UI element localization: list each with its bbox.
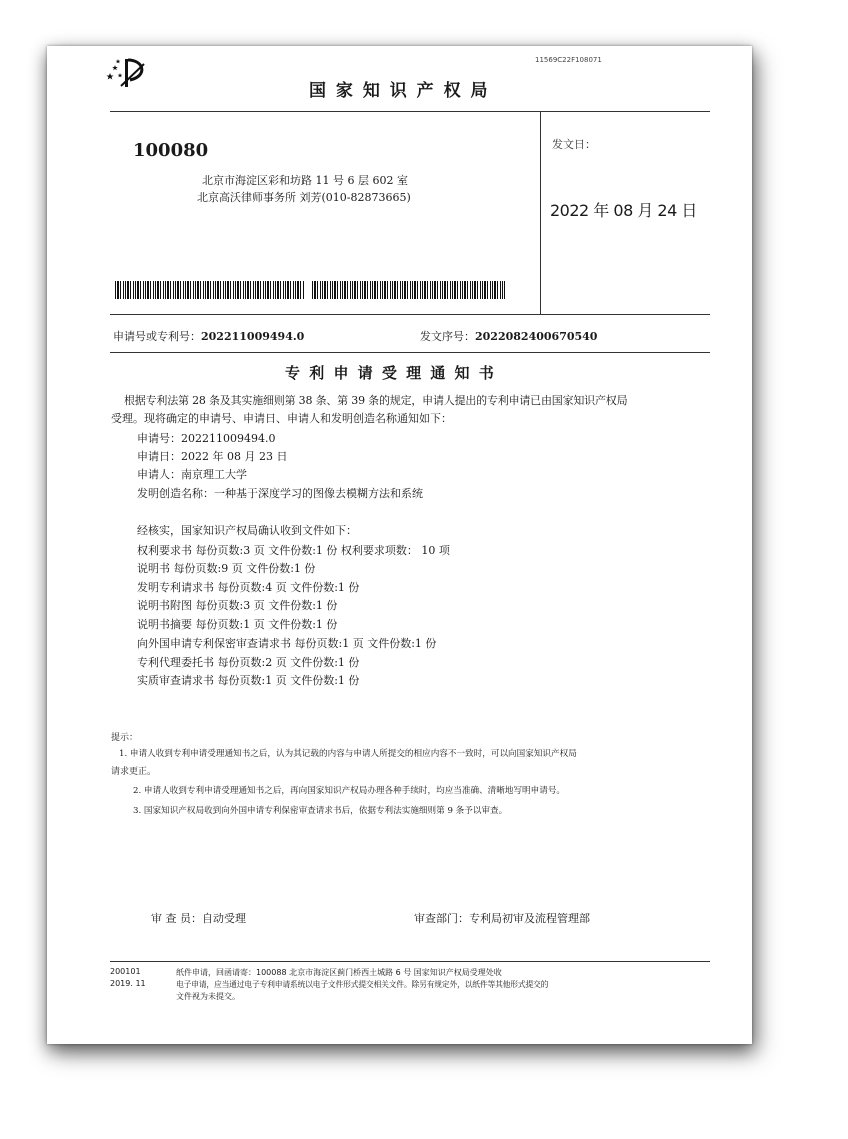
applicant-name: 申请人：南京理工大学 (137, 468, 247, 481)
tip-2: 2. 申请人收到专利申请受理通知书之后，再向国家知识产权局办理各种手续时，均应当准确、清晰地写明申请号。 (133, 786, 566, 796)
app-number-row (113, 328, 304, 344)
document-item: 说明书摘要 每份页数:1 页 文件份数:1 份 (137, 618, 338, 631)
tip-1: 1. 申请人收到专利申请受理通知书之后，认为其记载的内容与申请人所提交的相应内容不一致时，可以向国家知识产权局 (119, 749, 577, 759)
number-divider (110, 352, 710, 353)
cnipa-logo-icon (104, 56, 152, 90)
footer-electronic-note: 电子申请，应当通过电子专利申请系统以电子文件形式提交相关文件。除另有规定外，以纸件等其他形式提交的 (176, 980, 549, 989)
header-divider (110, 111, 710, 112)
document-serial: 11569C22F108071 (535, 56, 602, 64)
document-item: 发明专利请求书 每份页数:4 页 文件份数:1 份 (137, 581, 360, 594)
document-item: 专利代理委托书 每份页数:2 页 文件份数:1 份 (137, 656, 360, 669)
invention-name: 发明创造名称：一种基于深度学习的图像去模糊方法和系统 (137, 487, 423, 500)
recipient-agency: 北京高沃律师事务所 刘芳(010-82873665) (197, 191, 411, 204)
tip-3: 3. 国家知识产权局收到向外国申请专利保密审查请求书后，依据专利法实施细则第 9 条予以审查。 (133, 806, 508, 816)
notice-title: 专 利 申 请 受 理 通 知 书 (285, 364, 496, 382)
doc-number: 2022082400670540 (475, 330, 598, 343)
app-number: 202211009494.0 (201, 330, 305, 343)
office-name: 国 家 知 识 产 权 局 (309, 81, 490, 101)
tips-heading: 提示： (111, 733, 139, 743)
notice-document (47, 46, 752, 1044)
document-barcode (312, 281, 505, 299)
app-number-label: 申请号或专利号： (113, 330, 201, 343)
footer-mail-note: 纸件申请，回函请寄：100088 北京市海淀区蓟门桥西土城路 6 号 国家知识产权局受理处收 (176, 968, 502, 977)
address-barcode (115, 281, 305, 299)
document-item: 说明书附图 每份页数:3 页 文件份数:1 份 (137, 599, 338, 612)
application-date: 申请日：2022 年 08 月 23 日 (137, 450, 288, 463)
form-code: 200101 (110, 967, 141, 976)
form-date: 2019. 11 (110, 979, 146, 988)
examination-department: 审查部门：专利局初审及流程管理部 (414, 912, 590, 925)
doc-number-row (420, 328, 597, 344)
footer-electronic-note-cont: 文件视为未提交。 (176, 992, 240, 1001)
examiner: 审 查 员：自动受理 (151, 912, 246, 925)
recipient-address: 北京市海淀区彩和坊路 11 号 6 层 602 室 (202, 174, 408, 187)
footer-divider (110, 961, 710, 962)
document-item: 向外国申请专利保密审查请求书 每份页数:1 页 文件份数:1 份 (137, 637, 437, 650)
doc-number-label: 发文序号： (420, 330, 475, 343)
document-item: 权利要求书 每份页数:3 页 文件份数:1 份 权利要求项数： 10 项 (137, 544, 450, 557)
tip-1-continued: 请求更正。 (111, 767, 157, 777)
received-intro: 经核实，国家知识产权局确认收到文件如下： (137, 524, 357, 537)
document-item: 实质审查请求书 每份页数:1 页 文件份数:1 份 (137, 674, 360, 687)
dispatch-date: 2022 年 08 月 24 日 (550, 201, 697, 220)
dispatch-date-label: 发文日： (552, 138, 596, 151)
document-item: 说明书 每份页数:9 页 文件份数:1 份 (137, 562, 316, 575)
column-divider (540, 111, 541, 314)
address-divider (110, 314, 710, 315)
intro-line-2: 受理。现将确定的申请号、申请日、申请人和发明创造名称通知如下： (111, 412, 452, 425)
intro-line-1: 根据专利法第 28 条及其实施细则第 38 条、第 39 条的规定，申请人提出的专利申请已由国家知识产权局 (124, 394, 628, 407)
postcode: 100080 (133, 140, 209, 161)
application-number: 申请号：202211009494.0 (137, 432, 276, 445)
